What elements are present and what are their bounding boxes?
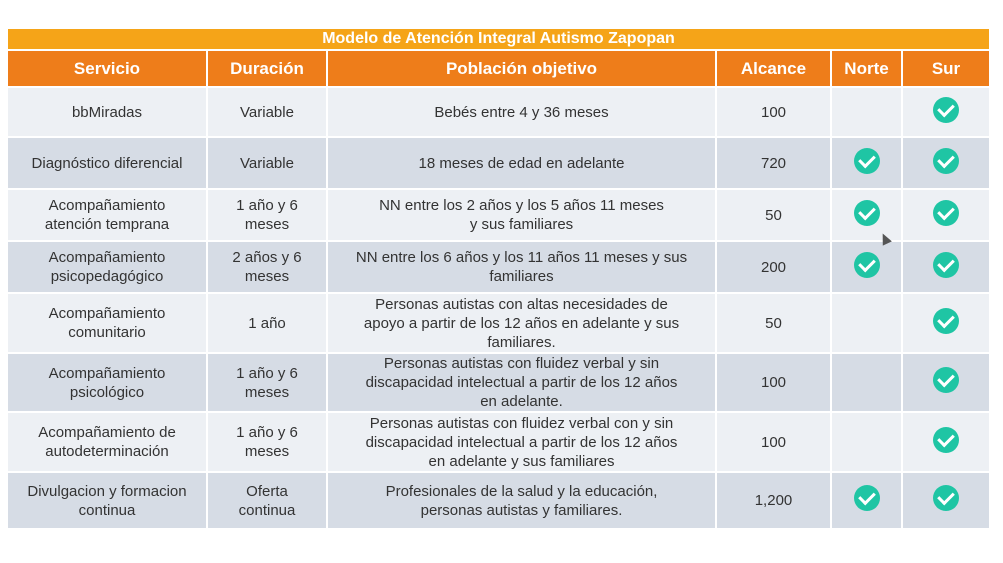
header-alcance: Alcance bbox=[716, 51, 831, 87]
cell-poblacion: NN entre los 6 años y los 11 años 11 meses y sus familiares bbox=[327, 241, 716, 293]
cell-servicio: Acompañamiento atención temprana bbox=[8, 189, 207, 241]
cell-norte bbox=[831, 412, 902, 472]
cell-servicio: bbMiradas bbox=[8, 87, 207, 137]
cell-alcance: 1,200 bbox=[716, 472, 831, 528]
cell-sur bbox=[902, 353, 989, 412]
cell-norte bbox=[831, 353, 902, 412]
header-sur: Sur bbox=[902, 51, 989, 87]
check-circle-icon bbox=[854, 200, 880, 226]
check-circle-icon bbox=[933, 148, 959, 174]
cell-norte bbox=[831, 87, 902, 137]
cell-duracion: 2 años y 6 meses bbox=[207, 241, 327, 293]
cell-sur bbox=[902, 241, 989, 293]
cell-duracion: Variable bbox=[207, 87, 327, 137]
table-row bbox=[8, 412, 989, 472]
cell-sur bbox=[902, 293, 989, 353]
cell-alcance: 100 bbox=[716, 412, 831, 472]
cell-servicio: Divulgacion y formacion continua bbox=[8, 472, 207, 528]
check-circle-icon bbox=[933, 485, 959, 511]
header-norte: Norte bbox=[831, 51, 902, 87]
cell-alcance: 100 bbox=[716, 87, 831, 137]
check-circle-icon bbox=[854, 252, 880, 278]
check-circle-icon bbox=[933, 97, 959, 123]
check-circle-icon bbox=[854, 485, 880, 511]
table-row bbox=[8, 87, 989, 137]
table-row bbox=[8, 189, 989, 241]
header-row bbox=[8, 51, 989, 87]
table-row bbox=[8, 137, 989, 189]
cell-duracion: 1 año y 6 meses bbox=[207, 189, 327, 241]
cell-duracion: Oferta continua bbox=[207, 472, 327, 528]
check-circle-icon bbox=[854, 148, 880, 174]
table-title: Modelo de Atención Integral Autismo Zapopan bbox=[8, 29, 989, 51]
cell-duracion: Variable bbox=[207, 137, 327, 189]
cell-sur bbox=[902, 189, 989, 241]
cell-duracion: 1 año y 6 meses bbox=[207, 412, 327, 472]
cell-duracion: 1 año bbox=[207, 293, 327, 353]
cell-norte bbox=[831, 293, 902, 353]
cell-servicio: Acompañamiento psicológico bbox=[8, 353, 207, 412]
cell-poblacion: Personas autistas con fluidez verbal y sin discapacidad intelectual a partir de los 12 años en adelante. bbox=[327, 353, 716, 412]
check-circle-icon bbox=[933, 252, 959, 278]
cell-servicio: Acompañamiento psicopedagógico bbox=[8, 241, 207, 293]
table-row bbox=[8, 293, 989, 353]
cell-poblacion: Profesionales de la salud y la educación, personas autistas y familiares. bbox=[327, 472, 716, 528]
cell-alcance: 50 bbox=[716, 189, 831, 241]
cell-poblacion: NN entre los 2 años y los 5 años 11 meses y sus familiares bbox=[327, 189, 716, 241]
cell-poblacion: Bebés entre 4 y 36 meses bbox=[327, 87, 716, 137]
cell-norte bbox=[831, 137, 902, 189]
check-circle-icon bbox=[933, 200, 959, 226]
header-duracion: Duración bbox=[207, 51, 327, 87]
header-servicio: Servicio bbox=[8, 51, 207, 87]
cell-alcance: 50 bbox=[716, 293, 831, 353]
cell-sur bbox=[902, 137, 989, 189]
check-circle-icon bbox=[933, 367, 959, 393]
cell-sur bbox=[902, 412, 989, 472]
cell-norte bbox=[831, 472, 902, 528]
cell-norte bbox=[831, 241, 902, 293]
cell-alcance: 200 bbox=[716, 241, 831, 293]
check-circle-icon bbox=[933, 427, 959, 453]
header-poblacion: Población objetivo bbox=[327, 51, 716, 87]
check-circle-icon bbox=[933, 308, 959, 334]
services-table bbox=[8, 51, 989, 528]
cell-servicio: Acompañamiento de autodeterminación bbox=[8, 412, 207, 472]
table-container bbox=[8, 29, 989, 528]
cell-alcance: 100 bbox=[716, 353, 831, 412]
cell-sur bbox=[902, 87, 989, 137]
cell-norte bbox=[831, 189, 902, 241]
cell-poblacion: 18 meses de edad en adelante bbox=[327, 137, 716, 189]
cell-servicio: Diagnóstico diferencial bbox=[8, 137, 207, 189]
cell-servicio: Acompañamiento comunitario bbox=[8, 293, 207, 353]
cell-duracion: 1 año y 6 meses bbox=[207, 353, 327, 412]
table-row bbox=[8, 472, 989, 528]
table-row bbox=[8, 353, 989, 412]
cell-poblacion: Personas autistas con altas necesidades de apoyo a partir de los 12 años en adelante y sus familiares. bbox=[327, 293, 716, 353]
cell-alcance: 720 bbox=[716, 137, 831, 189]
cell-sur bbox=[902, 472, 989, 528]
table-row bbox=[8, 241, 989, 293]
cell-poblacion: Personas autistas con fluidez verbal con y sin discapacidad intelectual a partir de los 12 años en adelante y sus familiares bbox=[327, 412, 716, 472]
